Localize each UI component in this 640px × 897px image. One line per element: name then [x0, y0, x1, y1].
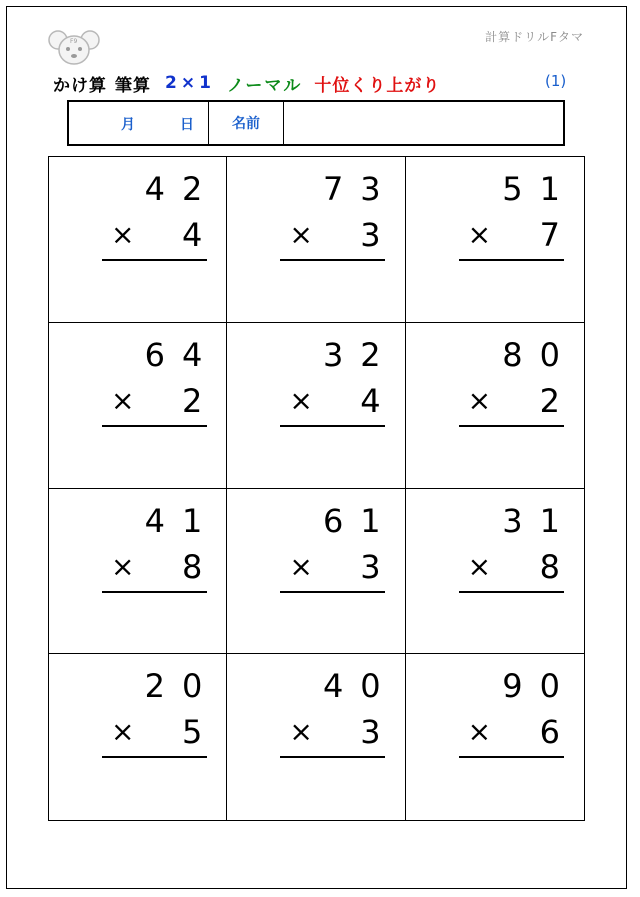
date-field[interactable] — [69, 102, 209, 144]
sheet-number: (1) — [545, 72, 567, 90]
svg-text:F9: F9 — [70, 38, 78, 45]
problem-cell[interactable] — [406, 157, 584, 323]
multiplier: 5 — [181, 713, 203, 752]
title-operation: 2×1 — [165, 73, 215, 93]
answer-line — [459, 591, 564, 593]
month-label: 月 — [121, 117, 135, 133]
multiplier: 3 — [360, 547, 381, 586]
answer-line — [459, 259, 564, 261]
times-sign: × — [289, 383, 313, 417]
problem-cell[interactable] — [49, 654, 227, 820]
name-date-box — [67, 100, 565, 146]
multiplier: 4 — [360, 381, 381, 420]
answer-line — [280, 259, 385, 261]
answer-line — [102, 756, 207, 758]
worksheet-title — [53, 71, 440, 95]
times-sign: × — [111, 715, 135, 749]
multiplicand: 80 — [502, 335, 577, 374]
times-sign: × — [289, 715, 313, 749]
multiplier: 7 — [539, 216, 560, 254]
multiplicand: 73 — [322, 170, 398, 208]
multiplicand: 61 — [322, 501, 398, 540]
times-sign: × — [289, 549, 313, 583]
problem-cell[interactable] — [49, 323, 227, 489]
answer-line — [102, 591, 207, 593]
multiplicand: 90 — [502, 667, 577, 706]
multiplicand: 31 — [502, 501, 577, 540]
name-label: 名前 — [209, 102, 284, 144]
times-sign: × — [467, 715, 492, 749]
times-sign: × — [289, 218, 313, 251]
times-sign: × — [467, 383, 492, 417]
title-carry: 十位くり上がり — [314, 75, 441, 96]
answer-line — [280, 756, 385, 758]
problem-cell[interactable] — [227, 323, 405, 489]
problem-cell[interactable] — [49, 489, 227, 655]
answer-line — [102, 425, 207, 427]
multiplier: 8 — [181, 547, 203, 586]
answer-line — [459, 756, 564, 758]
times-sign: × — [467, 549, 492, 583]
answer-line — [280, 591, 385, 593]
problem-grid — [48, 156, 585, 821]
mouse-face-icon — [48, 28, 100, 66]
multiplicand: 41 — [144, 501, 220, 540]
answer-line — [280, 425, 385, 427]
problem-cell[interactable] — [227, 157, 405, 323]
multiplicand: 20 — [144, 667, 220, 706]
multiplier: 2 — [181, 381, 203, 420]
problem-cell[interactable] — [49, 157, 227, 323]
multiplier: 6 — [539, 713, 560, 752]
problem-cell[interactable] — [406, 654, 584, 820]
multiplier: 8 — [539, 547, 560, 586]
times-sign: × — [111, 383, 135, 417]
multiplier: 2 — [539, 381, 560, 420]
title-sub: 筆算 — [115, 75, 151, 96]
brand-label: 計算ドリルFタマ — [485, 30, 584, 44]
times-sign: × — [111, 549, 135, 583]
problem-cell[interactable] — [227, 654, 405, 820]
problem-cell[interactable] — [406, 489, 584, 655]
multiplicand: 51 — [502, 170, 577, 208]
multiplier: 4 — [181, 216, 203, 254]
times-sign: × — [467, 218, 492, 251]
multiplicand: 42 — [144, 170, 220, 208]
multiplicand: 32 — [322, 335, 398, 374]
multiplicand: 40 — [322, 667, 398, 706]
name-field[interactable] — [284, 102, 563, 144]
multiplier: 3 — [360, 216, 381, 254]
times-sign: × — [111, 218, 135, 251]
multiplicand: 64 — [144, 335, 220, 374]
answer-line — [102, 259, 207, 261]
problem-cell[interactable] — [227, 489, 405, 655]
title-main: かけ算 — [53, 75, 107, 96]
problem-cell[interactable] — [406, 323, 584, 489]
title-level: ノーマル — [226, 75, 303, 96]
multiplier: 3 — [360, 713, 381, 752]
day-label: 日 — [180, 117, 194, 133]
answer-line — [459, 425, 564, 427]
